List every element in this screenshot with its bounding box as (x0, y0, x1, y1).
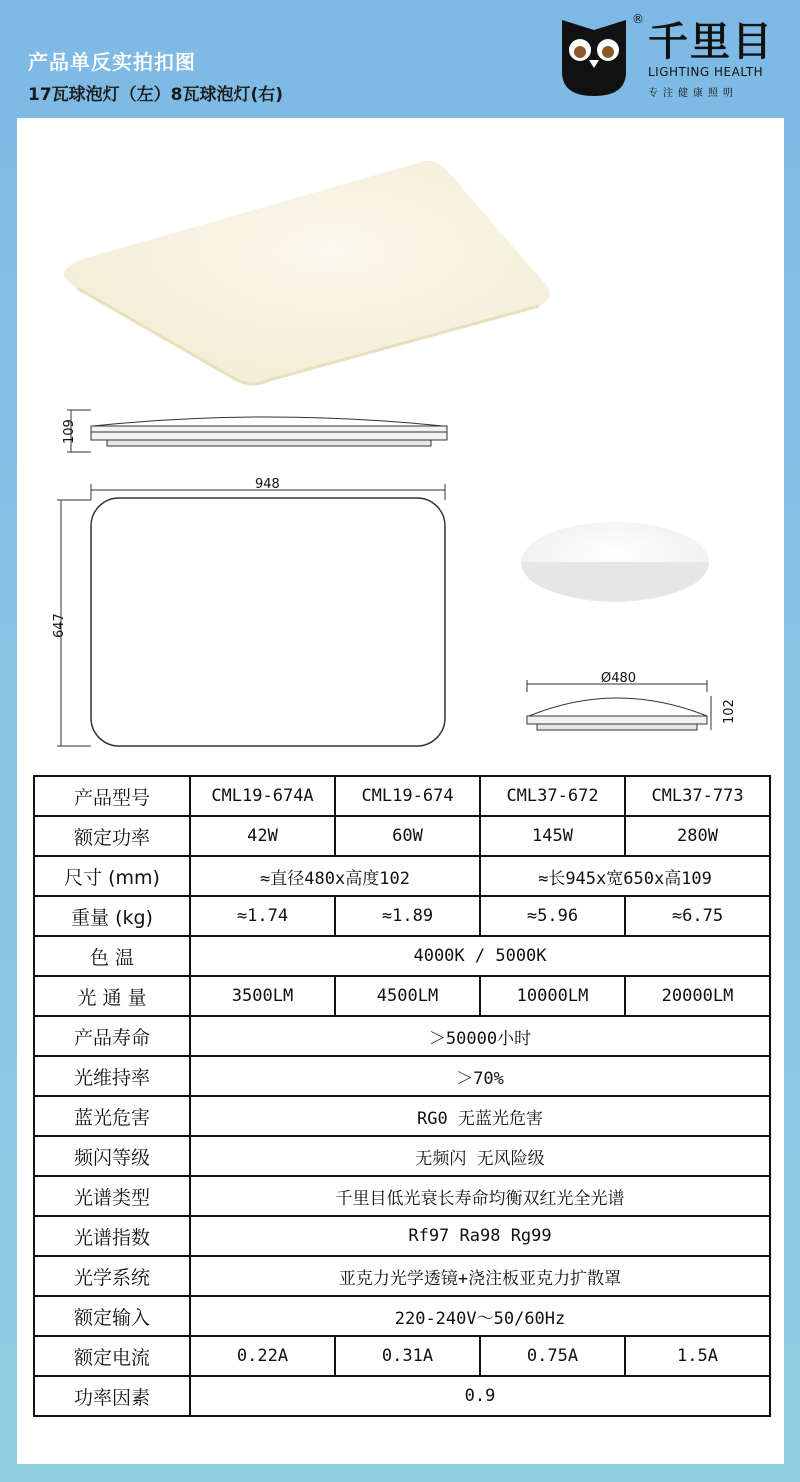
table-cell: 42W (190, 816, 335, 856)
table-cell: 0.22A (190, 1336, 335, 1376)
table-row (34, 856, 770, 896)
row-label: 产品型号 (34, 776, 190, 816)
page-subtitle: 17瓦球泡灯（左）8瓦球泡灯(右) (28, 85, 284, 105)
table-row (34, 1136, 770, 1176)
table-cell: CML37-672 (480, 776, 625, 816)
table-cell: 280W (625, 816, 770, 856)
table-cell: 0.9 (190, 1376, 770, 1416)
rect-depth-label: 647 (52, 613, 67, 638)
owl-logo-icon (558, 14, 630, 98)
spec-table (33, 775, 771, 1417)
table-cell: 3500LM (190, 976, 335, 1016)
table-row (34, 776, 770, 816)
brand-name: 千里目 (648, 19, 774, 65)
table-row (34, 896, 770, 936)
table-cell: 1.5A (625, 1336, 770, 1376)
table-row (34, 1056, 770, 1096)
round-lamp-side-drawing (527, 680, 711, 730)
row-label: 额定输入 (34, 1296, 190, 1336)
row-label: 光 通 量 (34, 976, 190, 1016)
table-cell: ＞50000小时 (190, 1016, 770, 1056)
table-row (34, 1336, 770, 1376)
table-cell: ＞70% (190, 1056, 770, 1096)
table-cell: 60W (335, 816, 480, 856)
spec-table-body (34, 776, 770, 1416)
product-drawings (17, 118, 784, 758)
table-cell: CML19-674A (190, 776, 335, 816)
table-row (34, 976, 770, 1016)
table-cell: 4500LM (335, 976, 480, 1016)
table-row (34, 1216, 770, 1256)
row-label: 额定电流 (34, 1336, 190, 1376)
table-cell: ≈直径480x高度102 (190, 856, 480, 896)
table-cell: 0.75A (480, 1336, 625, 1376)
table-cell: 10000LM (480, 976, 625, 1016)
table-row (34, 1296, 770, 1336)
table-row (34, 816, 770, 856)
table-cell: CML37-773 (625, 776, 770, 816)
table-cell: 0.31A (335, 1336, 480, 1376)
row-label: 光谱类型 (34, 1176, 190, 1216)
row-label: 额定功率 (34, 816, 190, 856)
table-cell: CML19-674 (335, 776, 480, 816)
page-title: 产品单反实拍扣图 (28, 50, 196, 74)
table-row (34, 1016, 770, 1056)
table-cell: Rf97 Ra98 Rg99 (190, 1216, 770, 1256)
rect-width-label: 948 (255, 477, 280, 492)
brand-logo (558, 12, 788, 100)
table-cell: 145W (480, 816, 625, 856)
table-cell: ≈1.89 (335, 896, 480, 936)
row-label: 光学系统 (34, 1256, 190, 1296)
table-cell: 20000LM (625, 976, 770, 1016)
table-cell: ≈1.74 (190, 896, 335, 936)
content-panel (17, 118, 784, 1464)
table-row (34, 1096, 770, 1136)
table-cell: ≈5.96 (480, 896, 625, 936)
rectangle-lamp-photo (64, 161, 550, 384)
table-cell: ≈6.75 (625, 896, 770, 936)
row-label: 频闪等级 (34, 1136, 190, 1176)
table-cell: 无频闪 无风险级 (190, 1136, 770, 1176)
rectangle-lamp-top-drawing (57, 484, 445, 746)
table-cell: ≈长945x宽650x高109 (480, 856, 770, 896)
row-label: 光谱指数 (34, 1216, 190, 1256)
row-label: 重量 (kg) (34, 896, 190, 936)
table-row (34, 1176, 770, 1216)
table-cell: 亚克力光学透镜+浇注板亚克力扩散罩 (190, 1256, 770, 1296)
row-label: 蓝光危害 (34, 1096, 190, 1136)
brand-slogan: 专注健康照明 (648, 88, 738, 99)
table-cell: 220-240V～50/60Hz (190, 1296, 770, 1336)
table-row (34, 1376, 770, 1416)
rect-height-label: 109 (62, 419, 77, 444)
table-cell: 4000K / 5000K (190, 936, 770, 976)
rectangle-lamp-side-drawing (67, 410, 447, 452)
row-label: 色 温 (34, 936, 190, 976)
row-label: 产品寿命 (34, 1016, 190, 1056)
registered-mark: ® (632, 12, 644, 26)
round-lamp-photo (521, 522, 709, 602)
brand-english: LIGHTING HEALTH (648, 65, 764, 79)
round-height-label: 102 (722, 699, 737, 724)
row-label: 尺寸 (mm) (34, 856, 190, 896)
table-cell: 千里目低光衰长寿命均衡双红光全光谱 (190, 1176, 770, 1216)
round-diameter-label: Ø480 (601, 671, 637, 686)
row-label: 功率因素 (34, 1376, 190, 1416)
table-cell: RG0 无蓝光危害 (190, 1096, 770, 1136)
table-row (34, 936, 770, 976)
table-row (34, 1256, 770, 1296)
row-label: 光维持率 (34, 1056, 190, 1096)
